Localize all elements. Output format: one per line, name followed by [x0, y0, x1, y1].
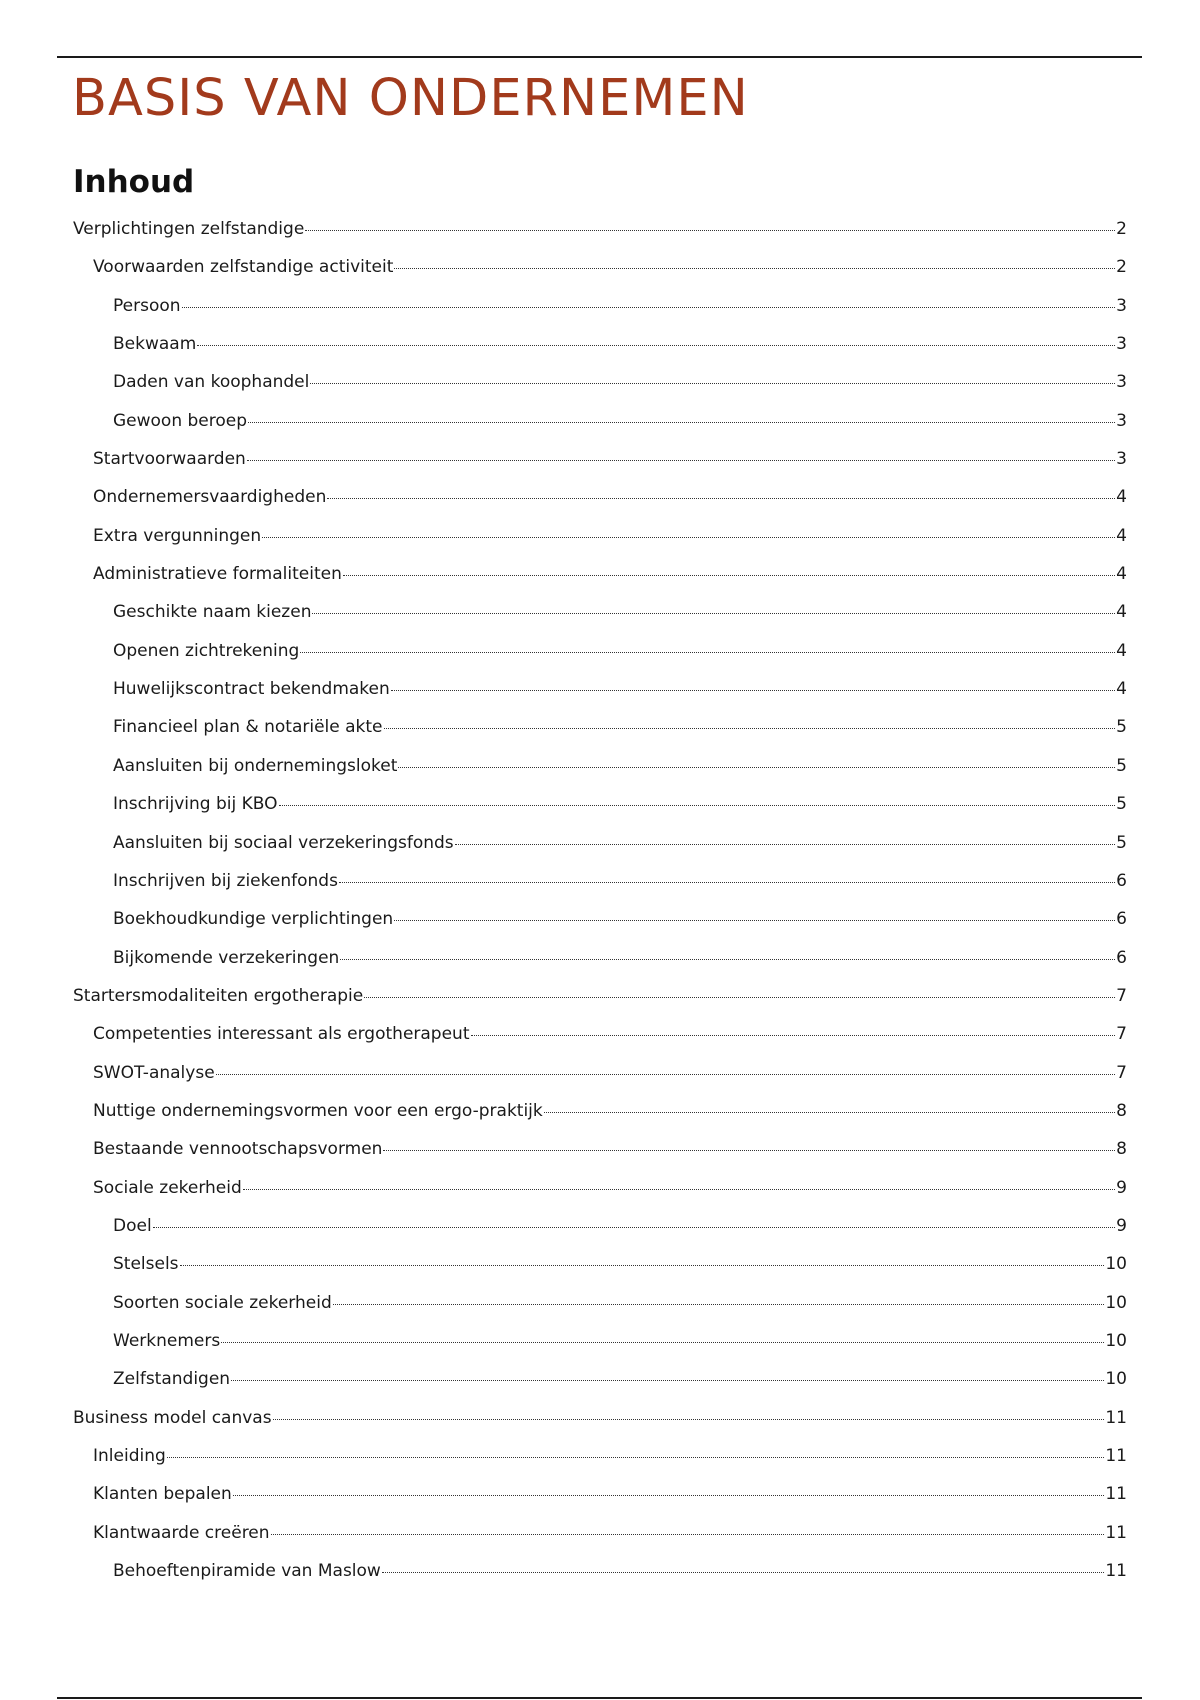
- top-rule: [57, 56, 1142, 58]
- toc-entry-label: Persoon: [113, 295, 181, 316]
- toc-page-number: 11: [1105, 1407, 1127, 1428]
- toc-entry-label: Werknemers: [113, 1330, 221, 1351]
- toc-entry-label: Huwelijkscontract bekendmaken: [113, 679, 390, 700]
- toc-entry[interactable]: [73, 1369, 1127, 1407]
- toc-page-number: 2: [1116, 219, 1127, 239]
- toc-dot-leader: [333, 1304, 1105, 1305]
- toc-entry-label: Openen zichtrekening: [113, 640, 300, 661]
- document-title: BASIS VAN ONDERNEMEN: [72, 69, 749, 128]
- toc-page-number: 6: [1116, 909, 1127, 930]
- toc-page-number: 4: [1116, 640, 1127, 661]
- toc-dot-leader: [279, 805, 1116, 806]
- toc-dot-leader: [339, 882, 1115, 883]
- toc-entry-label: Inschrijving bij KBO: [113, 794, 278, 815]
- toc-dot-leader: [197, 345, 1115, 346]
- toc-entry-label: Boekhoudkundige verplichtingen: [113, 909, 394, 930]
- toc-page-number: 6: [1116, 947, 1127, 968]
- toc-page-number: 8: [1116, 1139, 1127, 1160]
- toc-dot-leader: [233, 1495, 1105, 1496]
- toc-entry-label: Nuttige ondernemingsvormen voor een ergo-praktijk: [93, 1100, 543, 1121]
- toc-page-number: 10: [1105, 1330, 1127, 1351]
- toc-entry-label: Aansluiten bij sociaal verzekeringsfonds: [113, 832, 454, 853]
- toc-dot-leader: [167, 1457, 1105, 1458]
- toc-dot-leader: [340, 959, 1115, 960]
- toc-dot-leader: [262, 537, 1115, 538]
- toc-dot-leader: [398, 767, 1115, 768]
- toc-page-number: 3: [1116, 449, 1127, 470]
- toc-entry[interactable]: [73, 641, 1127, 679]
- toc-entry[interactable]: [73, 1139, 1127, 1177]
- bottom-rule: [57, 1697, 1142, 1699]
- toc-dot-leader: [216, 1074, 1116, 1075]
- toc-entry-label: Bestaande vennootschapsvormen: [93, 1139, 383, 1160]
- toc-entry[interactable]: [73, 794, 1127, 832]
- toc-page-number: 5: [1116, 717, 1127, 738]
- toc-entry[interactable]: [73, 449, 1127, 487]
- toc-entry[interactable]: [73, 833, 1127, 871]
- toc-entry-label: Klanten bepalen: [93, 1484, 232, 1505]
- toc-page-number: 11: [1105, 1446, 1127, 1466]
- toc-dot-leader: [391, 690, 1115, 691]
- toc-entry[interactable]: [73, 679, 1127, 717]
- toc-entry[interactable]: [73, 871, 1127, 909]
- toc-entry-label: Stelsels: [113, 1254, 179, 1275]
- toc-entry-label: Voorwaarden zelfstandige activiteit: [93, 257, 394, 278]
- toc-entry[interactable]: [73, 334, 1127, 372]
- toc-page-number: 4: [1116, 525, 1127, 546]
- toc-dot-leader: [327, 498, 1115, 499]
- toc-dot-leader: [271, 1534, 1105, 1535]
- toc-page-number: 7: [1116, 1062, 1127, 1083]
- toc-dot-leader: [384, 728, 1116, 729]
- toc-page-number: 7: [1116, 1024, 1127, 1045]
- toc-entry[interactable]: [73, 526, 1127, 564]
- toc-dot-leader: [153, 1227, 1115, 1228]
- toc-entry[interactable]: [73, 1561, 1127, 1599]
- toc-entry[interactable]: [73, 1178, 1127, 1216]
- toc-entry-label: Daden van koophandel: [113, 372, 310, 393]
- toc-page-number: 4: [1116, 487, 1127, 508]
- toc-entry[interactable]: [73, 564, 1127, 602]
- toc-dot-leader: [383, 1150, 1115, 1151]
- toc-dot-leader: [471, 1035, 1116, 1036]
- toc-entry-label: Startersmodaliteiten ergotherapie: [73, 985, 364, 1006]
- toc-page-number: 4: [1116, 564, 1127, 585]
- toc-entry-label: Bijkomende verzekeringen: [113, 947, 340, 968]
- toc-dot-leader: [305, 230, 1115, 231]
- toc-entry[interactable]: [73, 1024, 1127, 1062]
- toc-entry[interactable]: [73, 717, 1127, 755]
- table-of-contents: [73, 219, 1127, 1599]
- toc-dot-leader: [382, 1572, 1105, 1573]
- toc-dot-leader: [312, 613, 1115, 614]
- toc-entry-label: Startvoorwaarden: [93, 449, 246, 470]
- toc-entry[interactable]: [73, 602, 1127, 640]
- toc-entry[interactable]: [73, 219, 1127, 257]
- toc-page-number: 4: [1116, 679, 1127, 700]
- toc-entry[interactable]: [73, 986, 1127, 1024]
- toc-dot-leader: [364, 997, 1115, 998]
- toc-entry[interactable]: [73, 1216, 1127, 1254]
- toc-entry-label: Aansluiten bij ondernemingsloket: [113, 755, 398, 776]
- toc-entry[interactable]: [73, 1446, 1127, 1484]
- toc-page-number: 5: [1116, 755, 1127, 776]
- toc-page-number: 11: [1105, 1484, 1127, 1505]
- toc-page-number: 11: [1105, 1561, 1127, 1582]
- toc-entry[interactable]: [73, 411, 1127, 449]
- toc-page-number: 8: [1116, 1100, 1127, 1121]
- toc-dot-leader: [243, 1189, 1115, 1190]
- toc-page-number: 3: [1116, 372, 1127, 393]
- toc-dot-leader: [300, 652, 1115, 653]
- toc-page-number: 3: [1116, 410, 1127, 431]
- toc-dot-leader: [273, 1419, 1105, 1420]
- toc-dot-leader: [310, 383, 1115, 384]
- toc-dot-leader: [221, 1342, 1104, 1343]
- toc-entry-label: Business model canvas: [73, 1407, 272, 1428]
- toc-entry-label: Administratieve formaliteiten: [93, 564, 342, 585]
- toc-entry-label: Inschrijven bij ziekenfonds: [113, 870, 338, 891]
- toc-page-number: 6: [1116, 870, 1127, 891]
- toc-entry[interactable]: [73, 948, 1127, 986]
- toc-dot-leader: [182, 307, 1116, 308]
- toc-entry[interactable]: [73, 1331, 1127, 1369]
- toc-entry-label: Extra vergunningen: [93, 525, 262, 546]
- toc-entry[interactable]: [73, 487, 1127, 525]
- toc-page-number: 4: [1116, 602, 1127, 623]
- toc-entry[interactable]: [73, 756, 1127, 794]
- toc-page-number: 2: [1116, 257, 1127, 278]
- toc-entry-label: Verplichtingen zelfstandige: [73, 219, 305, 239]
- toc-page-number: 5: [1116, 794, 1127, 815]
- toc-page-number: 10: [1105, 1369, 1127, 1390]
- toc-entry-label: SWOT-analyse: [93, 1062, 215, 1083]
- toc-entry-label: Financieel plan & notariële akte: [113, 717, 383, 738]
- toc-entry-label: Gewoon beroep: [113, 410, 248, 431]
- toc-entry[interactable]: [73, 909, 1127, 947]
- toc-entry-label: Competenties interessant als ergotherapeut: [93, 1024, 470, 1045]
- toc-entry[interactable]: [73, 1063, 1127, 1101]
- toc-entry-label: Behoeftenpiramide van Maslow: [113, 1561, 381, 1582]
- toc-entry[interactable]: [73, 1254, 1127, 1292]
- toc-entry-label: Inleiding: [93, 1446, 166, 1466]
- toc-entry-label: Zelfstandigen: [113, 1369, 231, 1390]
- toc-page-number: 10: [1105, 1254, 1127, 1275]
- toc-page-number: 10: [1105, 1292, 1127, 1313]
- toc-dot-leader: [455, 844, 1116, 845]
- toc-dot-leader: [180, 1265, 1105, 1266]
- toc-dot-leader: [247, 460, 1115, 461]
- toc-entry-label: Klantwaarde creëren: [93, 1522, 270, 1543]
- toc-page-number: 3: [1116, 334, 1127, 355]
- toc-dot-leader: [248, 422, 1115, 423]
- toc-page-number: 5: [1116, 832, 1127, 853]
- toc-entry-label: Ondernemersvaardigheden: [93, 487, 327, 508]
- toc-entry[interactable]: [73, 1484, 1127, 1522]
- toc-page-number: 9: [1116, 1177, 1127, 1198]
- toc-entry-label: Geschikte naam kiezen: [113, 602, 312, 623]
- toc-page-number: 7: [1116, 985, 1127, 1006]
- toc-dot-leader: [394, 268, 1115, 269]
- toc-entry[interactable]: [73, 1101, 1127, 1139]
- toc-entry-label: Soorten sociale zekerheid: [113, 1292, 332, 1313]
- toc-entry[interactable]: [73, 296, 1127, 334]
- toc-dot-leader: [343, 575, 1115, 576]
- toc-page-number: 9: [1116, 1215, 1127, 1236]
- toc-entry[interactable]: [73, 1523, 1127, 1561]
- toc-dot-leader: [544, 1112, 1115, 1113]
- toc-entry-label: Doel: [113, 1215, 152, 1236]
- toc-entry-label: Bekwaam: [113, 334, 197, 355]
- toc-page-number: 3: [1116, 295, 1127, 316]
- toc-heading: Inhoud: [73, 164, 195, 200]
- toc-dot-leader: [394, 920, 1115, 921]
- toc-page-number: 11: [1105, 1522, 1127, 1543]
- toc-entry[interactable]: [73, 257, 1127, 295]
- toc-entry-label: Sociale zekerheid: [93, 1177, 242, 1198]
- toc-dot-leader: [231, 1380, 1104, 1381]
- toc-entry[interactable]: [73, 372, 1127, 410]
- toc-entry[interactable]: [73, 1408, 1127, 1446]
- toc-entry[interactable]: [73, 1293, 1127, 1331]
